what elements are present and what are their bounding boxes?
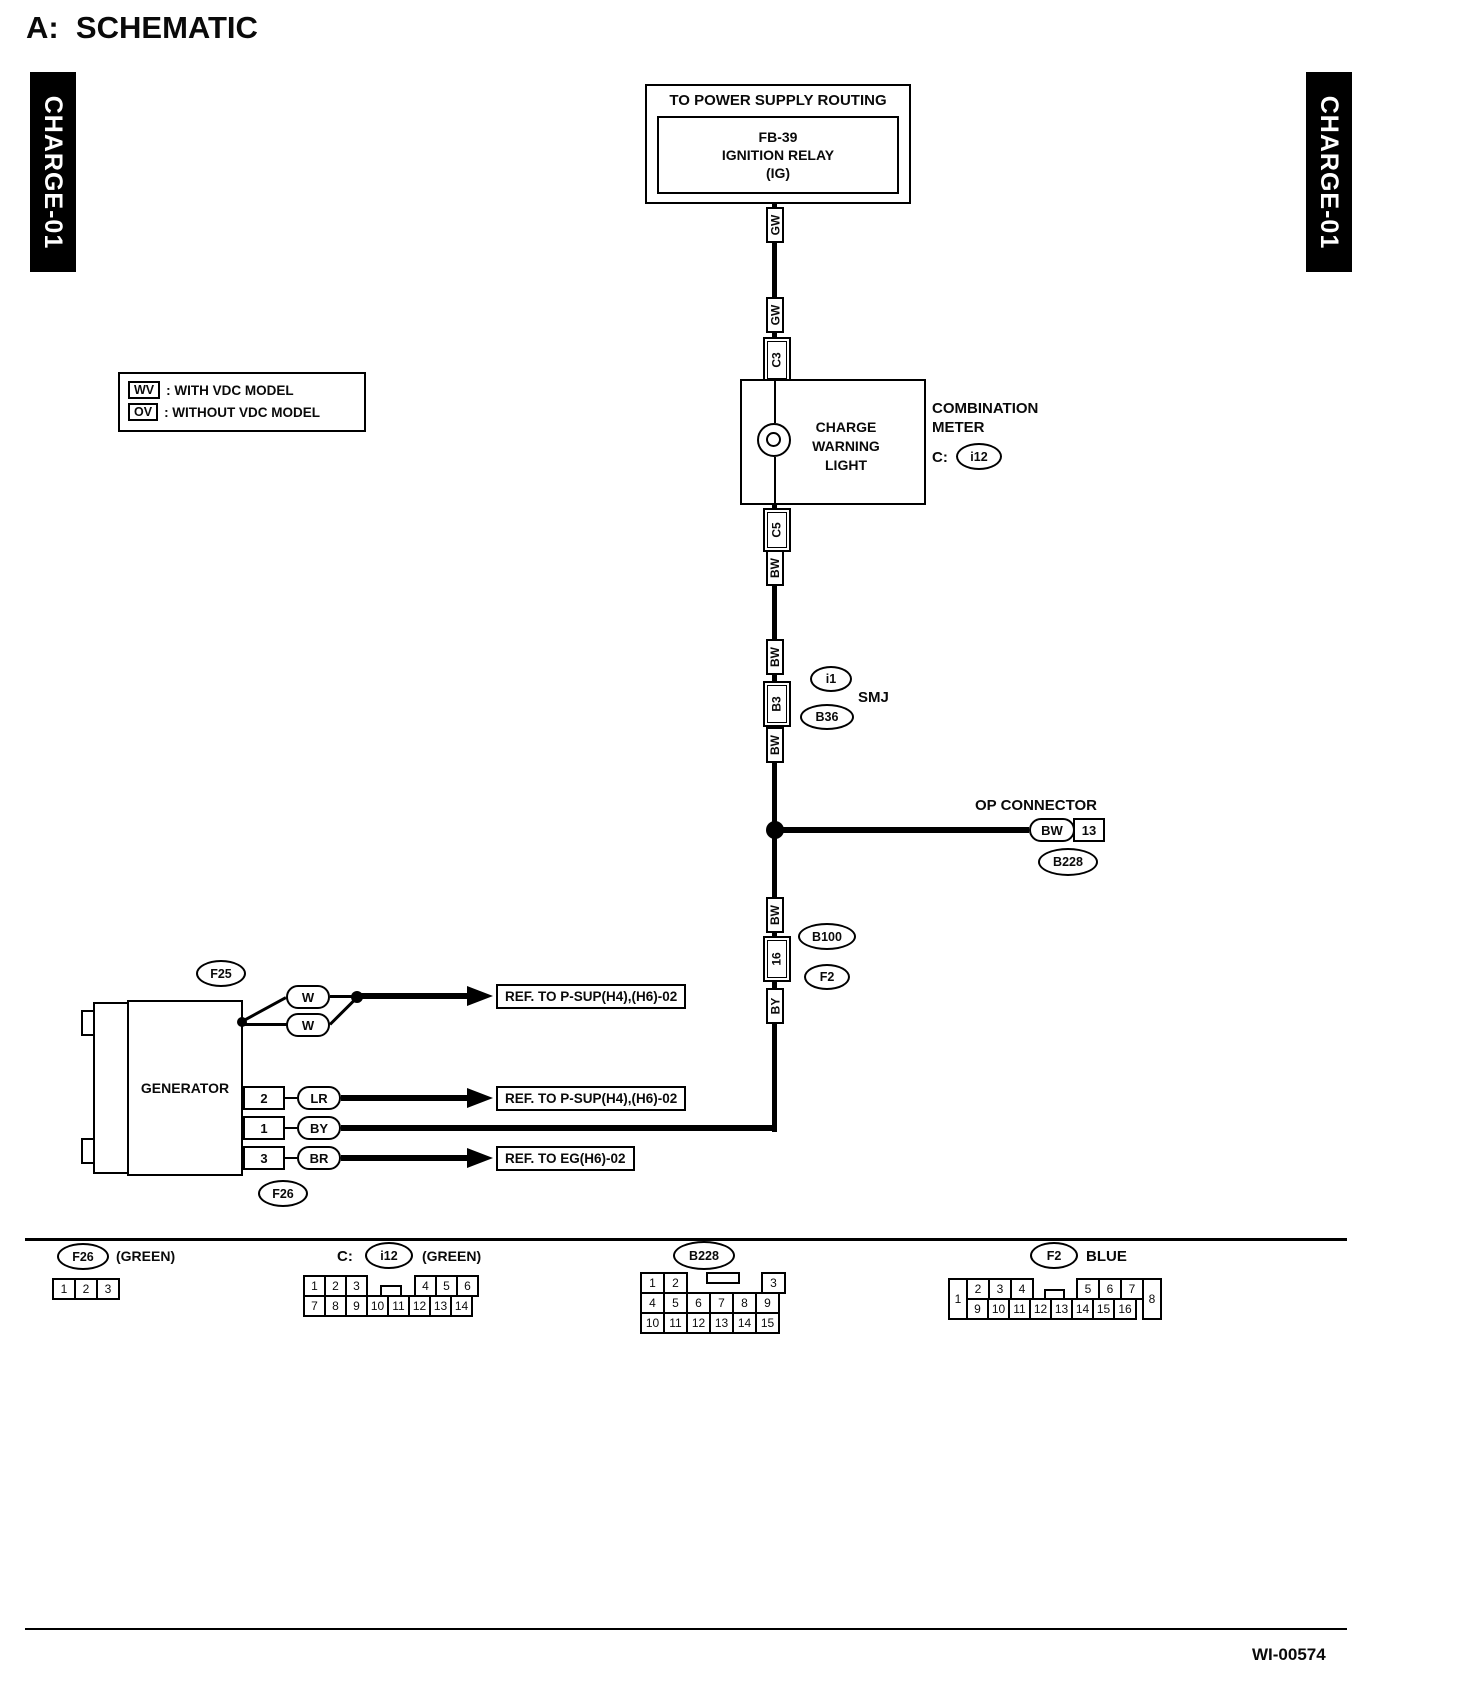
footer-oval-f26: F26 [57,1243,109,1270]
footer-oval-i12: i12 [365,1242,413,1269]
generator-pin-1: 1 [243,1116,285,1140]
legend-box [118,372,366,432]
pin-cell: 6 [686,1292,711,1314]
pin-cell: 3 [96,1278,120,1300]
pin-cell: 3 [345,1275,368,1297]
connector-pinout-b228 [640,1272,786,1334]
generator-pin-2: 2 [243,1086,285,1110]
op-pin-13: 13 [1073,818,1105,842]
footer-f2-color: BLUE [1086,1248,1127,1265]
oval-f2: F2 [804,964,850,990]
pin-cell: 15 [1092,1298,1115,1320]
relay-name: IGNITION RELAY [721,146,835,163]
pin-cell: 6 [1098,1278,1122,1300]
pin-cell: 7 [1120,1278,1144,1300]
op-branch-wire [777,827,1029,833]
i12-row-2 [303,1295,479,1317]
wire-tag-gw-2: GW [766,297,784,333]
wire-tag-bw-3: BW [766,727,784,763]
lr-arrow-wire [341,1095,469,1101]
pin-cell: 8 [324,1295,347,1317]
pin-cell: 16 [1113,1298,1137,1320]
page-title: A: SCHEMATIC [26,10,258,45]
pin-cell: 10 [640,1312,665,1334]
by-wire-horizontal [341,1125,777,1131]
pin-cell: 2 [966,1278,990,1300]
i12-key-notch [380,1285,402,1297]
separator-line [25,1238,1347,1241]
pin-cell: 13 [429,1295,452,1317]
meter-name: COMBINATION METER [932,400,1039,436]
legend-row-ov [128,403,364,421]
f2-row-2 [966,1298,1144,1320]
pin-cell: 7 [303,1295,326,1317]
pin3-link-line [285,1157,297,1159]
pin-cell: 9 [966,1298,989,1320]
ref-box-psup-1: REF. TO P-SUP(H4),(H6)-02 [496,984,686,1009]
pin-cell: 1 [303,1275,326,1297]
side-label-right-text: CHARGE-01 [1315,95,1344,249]
op-oval-b228: B228 [1038,848,1098,876]
smj-oval-b36: B36 [800,704,854,730]
generator-box [127,1000,243,1176]
pin-cell: 4 [1010,1278,1034,1300]
w-arrowhead-icon [467,986,493,1006]
wire-tag-by-gen: BY [297,1116,341,1140]
op-wire-tag-bw: BW [1029,818,1075,842]
meter-wire-top [774,381,776,423]
f2-key-notch [1044,1289,1065,1300]
pin-cell: 14 [1071,1298,1094,1320]
pin-cell: 2 [324,1275,347,1297]
generator-label: GENERATOR [140,1080,230,1096]
b228-key-notch [706,1272,740,1284]
b228-row-2 [640,1292,786,1314]
w-wire-line-2 [242,1023,288,1026]
footer-i12-color: (GREEN) [422,1248,482,1264]
legend-text-wv: : WITH VDC MODEL [166,382,294,398]
smj-oval-i1: i1 [810,666,852,692]
wire-tag-bw-1: BW [766,550,784,586]
wire-main-lower [772,505,777,1132]
pin-cell-left: 1 [948,1278,968,1320]
pin2-link-line [285,1097,297,1099]
relay-mode: (IG) [765,165,791,182]
pin-cell: 13 [1050,1298,1073,1320]
legend-text-ov: : WITHOUT VDC MODEL [164,404,321,420]
power-supply-title: TO POWER SUPPLY ROUTING [669,92,887,109]
pin-cell: 11 [1008,1298,1031,1320]
br-arrowhead-icon [467,1148,493,1168]
connector-c3: C3 [763,337,791,383]
ref-box-psup-2: REF. TO P-SUP(H4),(H6)-02 [496,1086,686,1111]
br-arrow-wire [341,1155,469,1161]
oval-f25: F25 [196,960,246,987]
legend-row-wv [128,381,364,399]
pin-cell: 14 [732,1312,757,1334]
generator-bracket [93,1002,129,1174]
pin-cell-right: 8 [1142,1278,1162,1320]
side-label-left [30,72,76,272]
connector-pinout-i12 [303,1275,479,1317]
pin-cell: 1 [640,1272,665,1294]
pin-cell: 12 [408,1295,431,1317]
generator-bracket-tab-top [81,1010,95,1036]
wire-tag-br: BR [297,1146,341,1170]
footer-i12-prefix: C: [337,1248,353,1265]
footer-f26-color: (GREEN) [116,1248,176,1264]
power-supply-box [645,84,911,204]
ignition-relay-box [657,116,899,194]
meter-connector-prefix: C: [932,449,948,466]
pin-cell: 12 [686,1312,711,1334]
wire-tag-bw-4: BW [766,897,784,933]
pin-cell: 5 [1076,1278,1100,1300]
meter-wire-bottom [774,457,776,504]
pin-cell: 11 [387,1295,410,1317]
meter-connector-oval: i12 [956,443,1002,470]
pin-cell: 2 [663,1272,688,1294]
pin-cell: 15 [755,1312,780,1334]
lr-arrowhead-icon [467,1088,493,1108]
wire-tag-by: BY [766,988,784,1024]
pin-cell: 9 [345,1295,368,1317]
legend-code-ov: OV [128,403,158,421]
pin-cell: 3 [988,1278,1012,1300]
generator-pin-3: 3 [243,1146,285,1170]
op-connector-label: OP CONNECTOR [975,797,1097,814]
footer-oval-b228: B228 [673,1241,735,1270]
footer-oval-f2: F2 [1030,1242,1078,1269]
connector-16: 16 [763,936,791,982]
pin-cell: 4 [414,1275,437,1297]
wire-tag-gw-1: GW [766,207,784,243]
pin-cell: 9 [755,1292,780,1314]
connector-pinout-f26 [52,1278,120,1300]
lamp-label: CHARGE WARNING LIGHT [812,419,880,473]
pin-cell: 1 [52,1278,76,1300]
f2-row-1 [966,1278,1144,1300]
relay-id: FB-39 [758,128,798,145]
b228-key-gap [688,1272,761,1294]
oval-f26: F26 [258,1180,308,1207]
w-arrow-wire [357,993,469,999]
lamp-icon-inner [766,432,781,447]
pin-cell: 6 [456,1275,479,1297]
pin-cell: 10 [366,1295,389,1317]
pin-cell: 11 [663,1312,688,1334]
side-label-right [1306,72,1352,272]
connector-c5: C5 [763,508,791,552]
bottom-rule [25,1628,1347,1630]
wire-tag-bw-2: BW [766,639,784,675]
pin-cell: 5 [663,1292,688,1314]
wire-tag-w-1: W [286,985,330,1009]
generator-bracket-tab-bottom [81,1138,95,1164]
pin-cell: 2 [74,1278,98,1300]
connector-b3-smj: B3 [763,681,791,727]
oval-b100: B100 [798,923,856,950]
i12-row-1 [303,1275,479,1297]
wire-tag-w-2: W [286,1013,330,1037]
connector-pinout-f2 [948,1278,1162,1320]
f2-center-block [966,1278,1144,1320]
smj-label: SMJ [858,689,889,706]
b228-row-3 [640,1312,786,1334]
pin-cell: 14 [450,1295,473,1317]
junction-dot [766,821,784,839]
pin-cell: 13 [709,1312,734,1334]
pin-cell: 5 [435,1275,458,1297]
side-label-left-text: CHARGE-01 [39,95,68,249]
w-wire-diagonal-1 [241,996,286,1023]
pin-cell: 12 [1029,1298,1052,1320]
pin-cell: 10 [987,1298,1010,1320]
i12-key-gap [368,1275,414,1297]
wire-tag-lr: LR [297,1086,341,1110]
pin-cell: 8 [732,1292,757,1314]
b228-row-1 [640,1272,786,1294]
doc-number: WI-00574 [1252,1645,1326,1664]
pin1-link-line [285,1127,297,1129]
ref-box-eg: REF. TO EG(H6)-02 [496,1146,635,1171]
legend-code-wv: WV [128,381,160,399]
pin-cell: 4 [640,1292,665,1314]
f2-key-gap [1034,1278,1076,1300]
pin-cell: 7 [709,1292,734,1314]
pin-cell: 3 [761,1272,786,1294]
